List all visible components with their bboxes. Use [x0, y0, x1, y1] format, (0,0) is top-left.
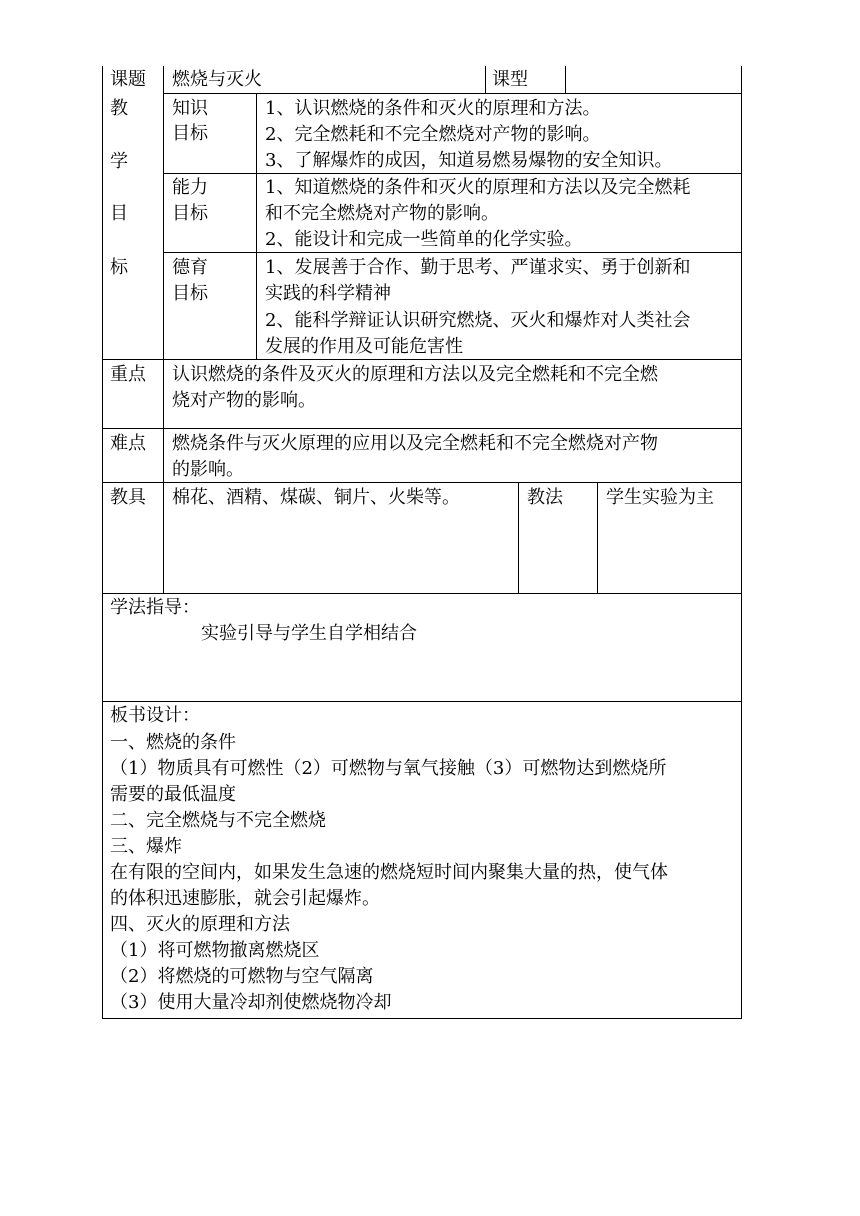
rule: [485, 66, 486, 94]
knowledge-line: 1、认识燃烧的条件和灭火的原理和方法。: [265, 98, 601, 119]
study-guide-value: 实验引导与学生自学相结合: [201, 623, 417, 644]
key-point-label: 重点: [110, 364, 146, 385]
difficulty-line: 的影响。: [172, 459, 244, 480]
rule: [163, 173, 742, 174]
knowledge-line: 3、了解爆炸的成因，知道易燃易爆物的安全知识。: [265, 150, 673, 171]
board-line: 二、完全燃烧与不完全燃烧: [110, 810, 326, 831]
rule: [256, 93, 257, 360]
knowledge-label: 目标: [172, 123, 208, 144]
board-line: 需要的最低温度: [110, 784, 236, 805]
rule: [102, 1018, 742, 1019]
board-line: 四、灭火的原理和方法: [110, 914, 290, 935]
key-point-line: 烧对产物的影响。: [172, 390, 316, 411]
rule: [102, 359, 742, 360]
materials-value: 棉花、酒精、煤碳、铜片、火柴等。: [172, 487, 460, 508]
materials-label: 教具: [110, 487, 146, 508]
board-line: 的体积迅速膨胀，就会引起爆炸。: [110, 888, 380, 909]
knowledge-label: 知识: [172, 98, 208, 119]
rule: [163, 93, 742, 94]
moral-line: 2、能科学辩证认识研究燃烧、灭火和爆炸对人类社会: [265, 310, 691, 331]
moral-line: 发展的作用及可能危害性: [265, 336, 463, 357]
study-guide-label: 学法指导：: [110, 597, 200, 618]
moral-label: 目标: [172, 283, 208, 304]
board-line: （3）使用大量冷却剂使燃烧物冷却: [110, 992, 392, 1013]
board-design-label: 板书设计：: [110, 705, 200, 726]
board-line: （1）将可燃物撤离燃烧区: [110, 940, 320, 961]
moral-line: 实践的科学精神: [265, 283, 391, 304]
topic-value: 燃烧与灭火: [172, 69, 262, 90]
moral-label: 德育: [172, 257, 208, 278]
ability-line: 和不完全燃烧对产物的影响。: [265, 203, 499, 224]
knowledge-line: 2、完全燃耗和不完全燃烧对产物的影响。: [265, 124, 601, 145]
rule: [163, 252, 742, 253]
rule: [102, 428, 742, 429]
rule: [565, 66, 566, 94]
topic-label: 课题: [110, 69, 146, 90]
objectives-char: 标: [110, 257, 128, 278]
board-line: （2）将燃烧的可燃物与空气隔离: [110, 966, 374, 987]
lesson-type-label: 课型: [492, 69, 528, 90]
rule: [102, 66, 103, 1019]
rule: [102, 701, 742, 702]
ability-line: 2、能设计和完成一些简单的化学实验。: [265, 229, 583, 250]
rule: [741, 66, 742, 1019]
difficulty-line: 燃烧条件与灭火原理的应用以及完全燃耗和不完全燃烧对产物: [172, 433, 658, 454]
key-point-line: 认识燃烧的条件及灭火的原理和方法以及完全燃耗和不完全燃: [172, 364, 658, 385]
rule: [102, 593, 742, 594]
ability-label: 目标: [172, 203, 208, 224]
objectives-char: 教: [110, 98, 128, 119]
method-value: 学生实验为主: [606, 487, 714, 508]
method-label: 教法: [527, 487, 563, 508]
ability-line: 1、知道燃烧的条件和灭火的原理和方法以及完全燃耗: [265, 177, 691, 198]
board-line: 在有限的空间内，如果发生急速的燃烧短时间内聚集大量的热，使气体: [110, 862, 668, 883]
objectives-char: 目: [110, 203, 128, 224]
moral-line: 1、发展善于合作、勤于思考、严谨求实、勇于创新和: [265, 257, 691, 278]
rule: [518, 482, 519, 594]
ability-label: 能力: [172, 177, 208, 198]
rule: [102, 482, 742, 483]
board-line: （1）物质具有可燃性（2）可燃物与氧气接触（3）可燃物达到燃烧所: [110, 758, 667, 779]
board-line: 三、爆炸: [110, 836, 182, 857]
rule: [597, 482, 598, 594]
rule: [163, 66, 164, 594]
difficulty-label: 难点: [110, 433, 146, 454]
board-line: 一、燃烧的条件: [110, 732, 236, 753]
objectives-char: 学: [110, 151, 128, 172]
